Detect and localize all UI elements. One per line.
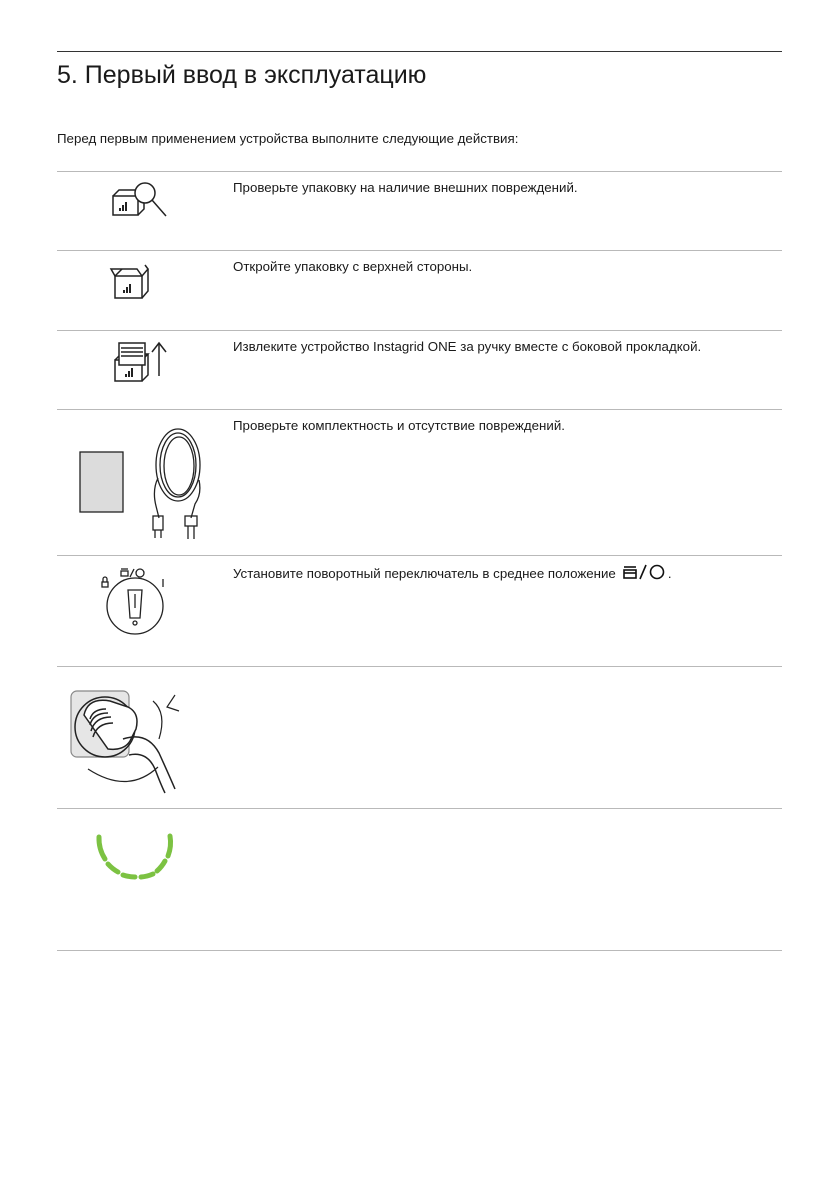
step-row-open-package: [57, 250, 782, 331]
rotary-switch-icon: [57, 556, 227, 667]
device-lift-icon: [57, 331, 227, 410]
step-text-suffix: .: [667, 566, 672, 581]
package-open-icon: [57, 251, 227, 331]
step-row-inspect-package: [57, 171, 782, 251]
step-text: Проверьте упаковку на наличие внешних повреждений.: [233, 180, 578, 195]
step-row-plug-in: [57, 666, 782, 809]
bottom-rule: [57, 950, 782, 951]
manual-icon: [80, 452, 123, 512]
step-row-lift-device: [57, 330, 782, 410]
step-text: Откройте упаковку с верхней стороны.: [233, 259, 473, 274]
section-title: 5. Первый ввод в эксплуатацию: [57, 61, 427, 89]
step-text-main: Проверьте комплектность и отсутствие повреждений.: [233, 418, 565, 433]
switch-middle-position-icon: [622, 563, 666, 581]
manual-and-cable-icon: [57, 410, 227, 556]
step-text: [233, 563, 672, 583]
led-ring-green-icon: [57, 809, 227, 951]
step-row-check-contents: [57, 409, 782, 556]
step-text-main: Установите поворотный переключатель в среднее положение: [233, 566, 616, 581]
step-text: Извлеките устройство Instagrid ONE за ручку вместе с боковой прокладкой.: [233, 339, 702, 354]
intro-text: Перед первым применением устройства выполните следующие действия:: [57, 131, 519, 146]
cable-icon: [153, 429, 200, 539]
step-text: [233, 417, 565, 435]
plug-rotate-icon: [57, 667, 227, 809]
package-inspect-icon: [57, 172, 227, 251]
step-row-led-ring: [57, 808, 782, 951]
top-rule: [57, 51, 782, 52]
step-row-set-switch: [57, 555, 782, 667]
